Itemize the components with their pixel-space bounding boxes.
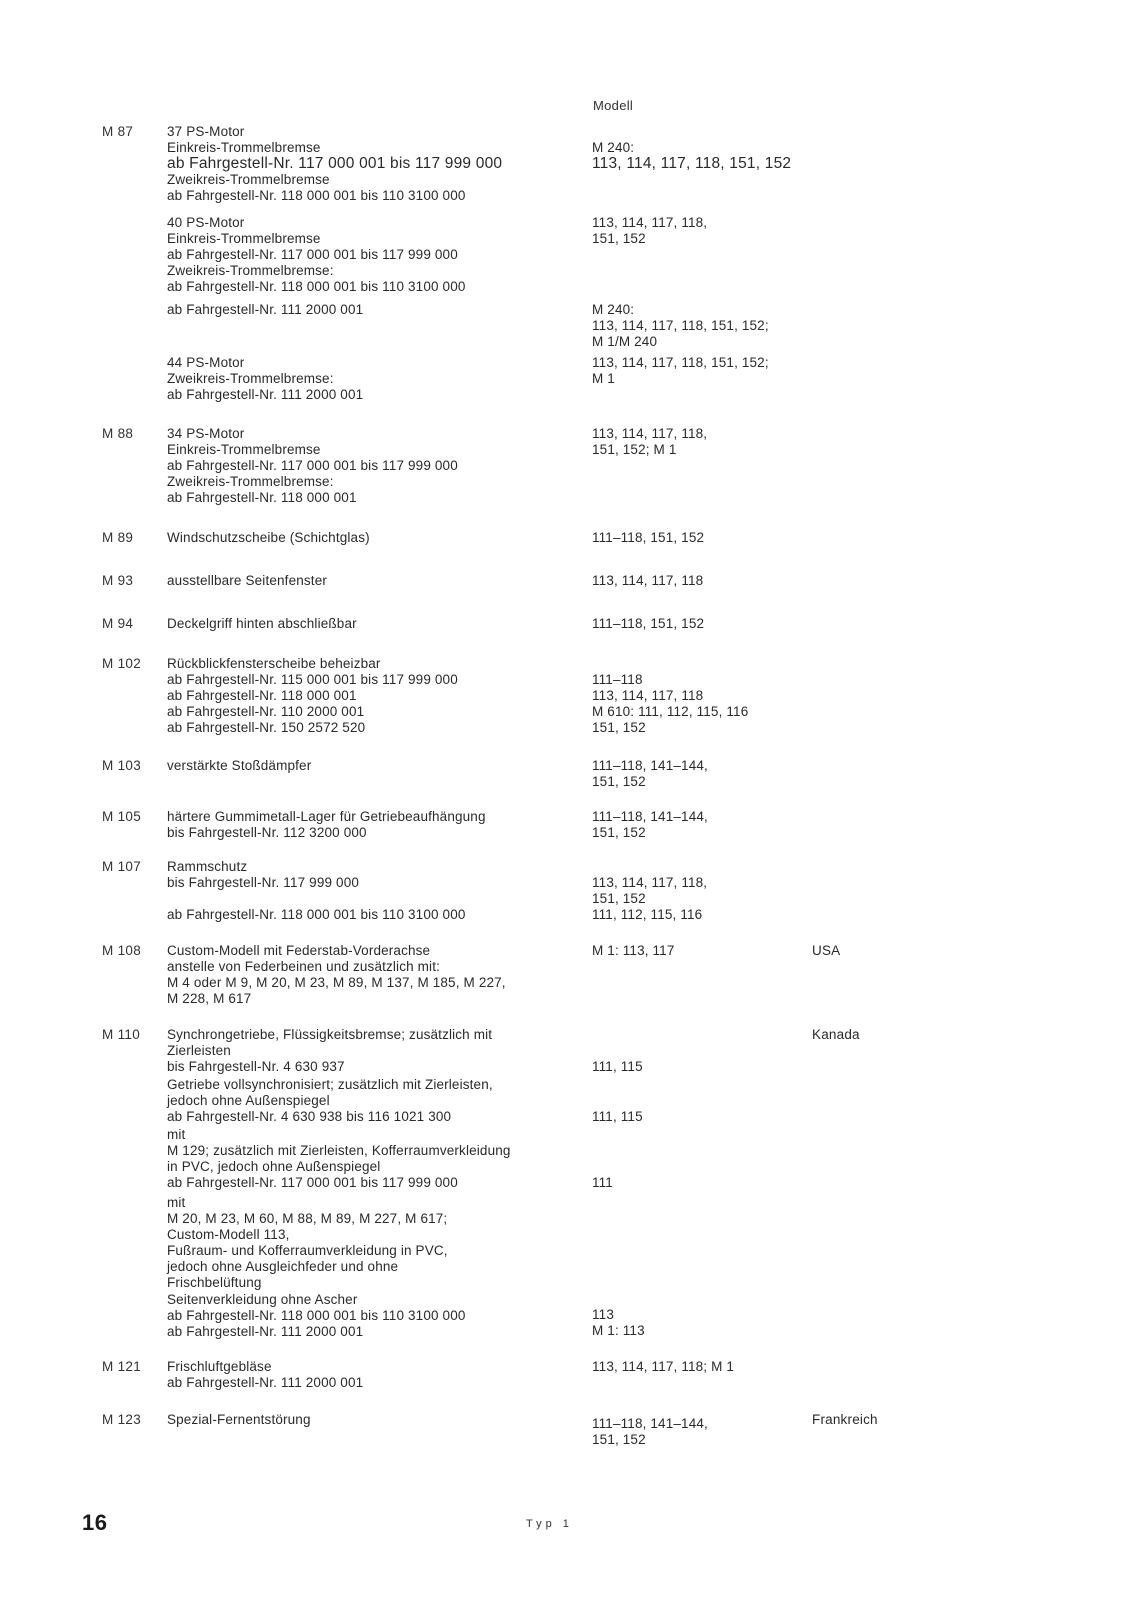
model-line: M 240: [592, 302, 635, 317]
entry-country: Frankreich [812, 1412, 878, 1427]
entry-description [167, 616, 577, 632]
model-line: 151, 152 [592, 774, 646, 790]
description-line: Custom-Modell mit Federstab-Vorderachse [167, 943, 431, 958]
model-line: 111–118 [592, 672, 643, 687]
entry-model [592, 907, 802, 923]
description-line: Zweikreis-Trommelbremse: [167, 371, 334, 387]
model-line: 111, 112, 115, 116 [592, 907, 703, 922]
page-number: 16 [82, 1510, 108, 1535]
description-line: bis Fahrgestell-Nr. 112 3200 000 [167, 825, 367, 841]
description-line: M 20, M 23, M 60, M 88, M 89, M 227, M 617; [167, 1211, 448, 1227]
entry-model [592, 672, 802, 736]
entry-code: M 105 [102, 809, 142, 824]
model-line: 113, 114, 117, 118; M 1 [592, 1359, 735, 1374]
entry-description [167, 124, 577, 204]
entry-model [592, 426, 802, 458]
entry-description [167, 1412, 577, 1428]
description-line: Deckelgriff hinten abschließbar [167, 616, 357, 631]
model-line: 151, 152 [592, 720, 646, 736]
model-line: 111–118, 151, 152 [592, 616, 705, 631]
description-line: Spezial-Fernentstörung [167, 1412, 311, 1427]
entry-model [592, 530, 802, 546]
description-line: härtere Gummimetall-Lager für Getriebeaufhängung [167, 809, 486, 824]
entry-description [167, 215, 577, 295]
model-line: 113, 114, 117, 118, [592, 426, 708, 441]
description-line: ab Fahrgestell-Nr. 117 000 001 bis 117 999 000 [167, 247, 458, 263]
description-line: Getriebe vollsynchronisiert; zusätzlich mit Zierleisten, [167, 1077, 493, 1092]
model-line: 111–118, 141–144, [592, 758, 708, 773]
description-line: ab Fahrgestell-Nr. 118 000 001 bis 110 3100 000 [167, 188, 466, 204]
description-line: ab Fahrgestell-Nr. 115 000 001 bis 117 999 000 [167, 672, 458, 688]
entry-model [592, 1307, 802, 1339]
entry-model [592, 1175, 802, 1191]
entry-description [167, 426, 577, 506]
description-line: M 129; zusätzlich mit Zierleisten, Kofferraumverkleidung [167, 1143, 511, 1159]
description-line: ab Fahrgestell-Nr. 150 2572 520 [167, 720, 366, 736]
description-line: Synchrongetriebe, Flüssigkeitsbremse; zusätzlich mit [167, 1027, 493, 1042]
entry-description [167, 907, 577, 923]
model-line: M 1: 113, 117 [592, 943, 675, 958]
description-line: M 4 oder M 9, M 20, M 23, M 89, M 137, M 185, M 227, [167, 975, 506, 991]
entry-code: M 87 [102, 124, 134, 139]
model-line: 111–118, 151, 152 [592, 530, 705, 545]
description-line: anstelle von Federbeinen und zusätzlich mit: [167, 959, 441, 975]
entry-description [167, 355, 577, 403]
description-line: ab Fahrgestell-Nr. 118 000 001 bis 110 3100 000 [167, 1307, 466, 1323]
entry-model [592, 302, 802, 350]
entry-code: M 94 [102, 616, 134, 631]
description-line: Frischluftgebläse [167, 1359, 272, 1374]
entry-description [167, 530, 577, 546]
description-line: Zweikreis-Trommelbremse: [167, 474, 334, 490]
entry-description [167, 1359, 577, 1391]
entry-code: M 89 [102, 530, 134, 545]
description-line: 34 PS-Motor [167, 426, 245, 441]
description-line: ausstellbare Seitenfenster [167, 573, 327, 588]
entry-description [167, 656, 577, 736]
description-line: Fußraum- und Kofferraumverkleidung in PVC, [167, 1243, 448, 1259]
model-line: M 1 [592, 371, 615, 387]
entry-model [592, 1059, 802, 1075]
entry-model [592, 758, 802, 790]
description-line: ab Fahrgestell-Nr. 117 000 001 bis 117 999 000 [167, 1175, 458, 1191]
entry-description [167, 1195, 577, 1340]
entry-code: M 93 [102, 573, 134, 588]
description-line: bis Fahrgestell-Nr. 4 630 937 [167, 1059, 345, 1075]
model-line: 113, 114, 117, 118, [592, 875, 708, 890]
description-line: Rammschutz [167, 859, 248, 874]
model-line: 113, 114, 117, 118, 151, 152 [592, 155, 792, 173]
description-line: verstärkte Stoßdämpfer [167, 758, 312, 773]
entry-code: M 102 [102, 656, 142, 671]
entry-code: M 107 [102, 859, 142, 874]
description-line: in PVC, jedoch ohne Außenspiegel [167, 1159, 381, 1175]
model-line: 111, 115 [592, 1059, 643, 1074]
model-line: 151, 152 [592, 1432, 646, 1448]
model-line: 111 [592, 1175, 613, 1190]
entry-model [592, 1359, 802, 1375]
model-line: 111–118, 141–144, [592, 809, 708, 824]
entry-model [592, 943, 802, 959]
model-line: 151, 152 [592, 231, 646, 247]
entry-description [167, 1127, 577, 1191]
entry-model [592, 616, 802, 632]
model-line: 111, 115 [592, 1109, 643, 1124]
description-line: jedoch ohne Außenspiegel [167, 1093, 330, 1109]
model-line: 111–118, 141–144, [592, 1416, 708, 1431]
model-line: M 610: 111, 112, 115, 116 [592, 704, 749, 720]
footer-label: Typ 1 [526, 1518, 573, 1530]
entry-code: M 110 [102, 1027, 141, 1042]
description-line: ab Fahrgestell-Nr. 111 2000 001 [167, 387, 364, 403]
description-line: mit [167, 1127, 186, 1142]
description-line: Einkreis-Trommelbremse [167, 140, 321, 156]
description-line: ab Fahrgestell-Nr. 118 000 001 bis 110 3100 000 [167, 907, 466, 922]
entry-description [167, 758, 577, 774]
entry-description [167, 809, 577, 841]
entry-code: M 121 [102, 1359, 142, 1374]
model-line: 113, 114, 117, 118, [592, 215, 708, 230]
model-line: M 1/M 240 [592, 334, 658, 350]
entry-code: M 103 [102, 758, 142, 773]
entry-description [167, 573, 577, 589]
description-line: jedoch ohne Ausgleichfeder und ohne [167, 1259, 399, 1275]
entry-country: Kanada [812, 1027, 860, 1042]
description-line: ab Fahrgestell-Nr. 118 000 001 [167, 688, 357, 704]
description-line: 37 PS-Motor [167, 124, 245, 139]
entry-model [592, 215, 802, 247]
description-line: M 228, M 617 [167, 991, 252, 1007]
model-line: 151, 152 [592, 825, 646, 841]
model-line: 113, 114, 117, 118, 151, 152; [592, 318, 769, 334]
entry-model [592, 355, 802, 387]
model-line: 113 [592, 1307, 614, 1322]
entry-model [592, 809, 802, 841]
description-line: mit [167, 1195, 186, 1210]
entry-code: M 88 [102, 426, 134, 441]
entry-model [592, 573, 802, 589]
description-line: Custom-Modell 113, [167, 1227, 290, 1243]
description-line: ab Fahrgestell-Nr. 118 000 001 [167, 490, 357, 506]
description-line: ab Fahrgestell-Nr. 117 000 001 bis 117 999 000 [167, 458, 458, 474]
model-line: 113, 114, 117, 118 [592, 573, 704, 588]
entry-description [167, 1077, 577, 1125]
entry-description [167, 943, 577, 1007]
model-line: 113, 114, 117, 118 [592, 688, 704, 704]
description-line: Einkreis-Trommelbremse [167, 442, 321, 458]
model-column-header: Modell [593, 98, 634, 113]
entry-model [592, 140, 802, 172]
entry-description [167, 1027, 577, 1075]
model-line: 113, 114, 117, 118, 151, 152; [592, 355, 769, 370]
entry-model [592, 1109, 802, 1125]
model-line: 151, 152 [592, 891, 646, 907]
description-line: Zierleisten [167, 1043, 231, 1059]
entry-description [167, 302, 577, 318]
model-line: M 240: [592, 140, 635, 155]
description-line: Frischbelüftung [167, 1275, 262, 1291]
description-line: Seitenverkleidung ohne Ascher [167, 1291, 358, 1307]
description-line: ab Fahrgestell-Nr. 118 000 001 bis 110 3100 000 [167, 279, 466, 295]
description-line: bis Fahrgestell-Nr. 117 999 000 [167, 875, 360, 891]
entry-code: M 108 [102, 943, 142, 958]
description-line: ab Fahrgestell-Nr. 111 2000 001 [167, 1375, 364, 1391]
description-line: ab Fahrgestell-Nr. 111 2000 001 [167, 302, 364, 317]
description-line: 40 PS-Motor [167, 215, 245, 230]
description-line: Rückblickfensterscheibe beheizbar [167, 656, 381, 671]
entry-description [167, 859, 577, 891]
model-line: M 1: 113 [592, 1323, 645, 1339]
description-line: ab Fahrgestell-Nr. 117 000 001 bis 117 999 000 [167, 155, 503, 173]
entry-model [592, 1416, 802, 1448]
description-line: ab Fahrgestell-Nr. 110 2000 001 [167, 704, 365, 720]
model-line: 151, 152; M 1 [592, 442, 677, 458]
description-line: ab Fahrgestell-Nr. 111 2000 001 [167, 1323, 364, 1339]
description-line: 44 PS-Motor [167, 355, 245, 370]
description-line: Zweikreis-Trommelbremse: [167, 263, 334, 279]
description-line: Zweikreis-Trommelbremse [167, 172, 330, 188]
entry-code: M 123 [102, 1412, 142, 1427]
description-line: ab Fahrgestell-Nr. 4 630 938 bis 116 1021 300 [167, 1109, 452, 1125]
description-line: Windschutzscheibe (Schichtglas) [167, 530, 370, 545]
entry-country: USA [812, 943, 841, 958]
entry-model [592, 875, 802, 907]
description-line: Einkreis-Trommelbremse [167, 231, 321, 247]
